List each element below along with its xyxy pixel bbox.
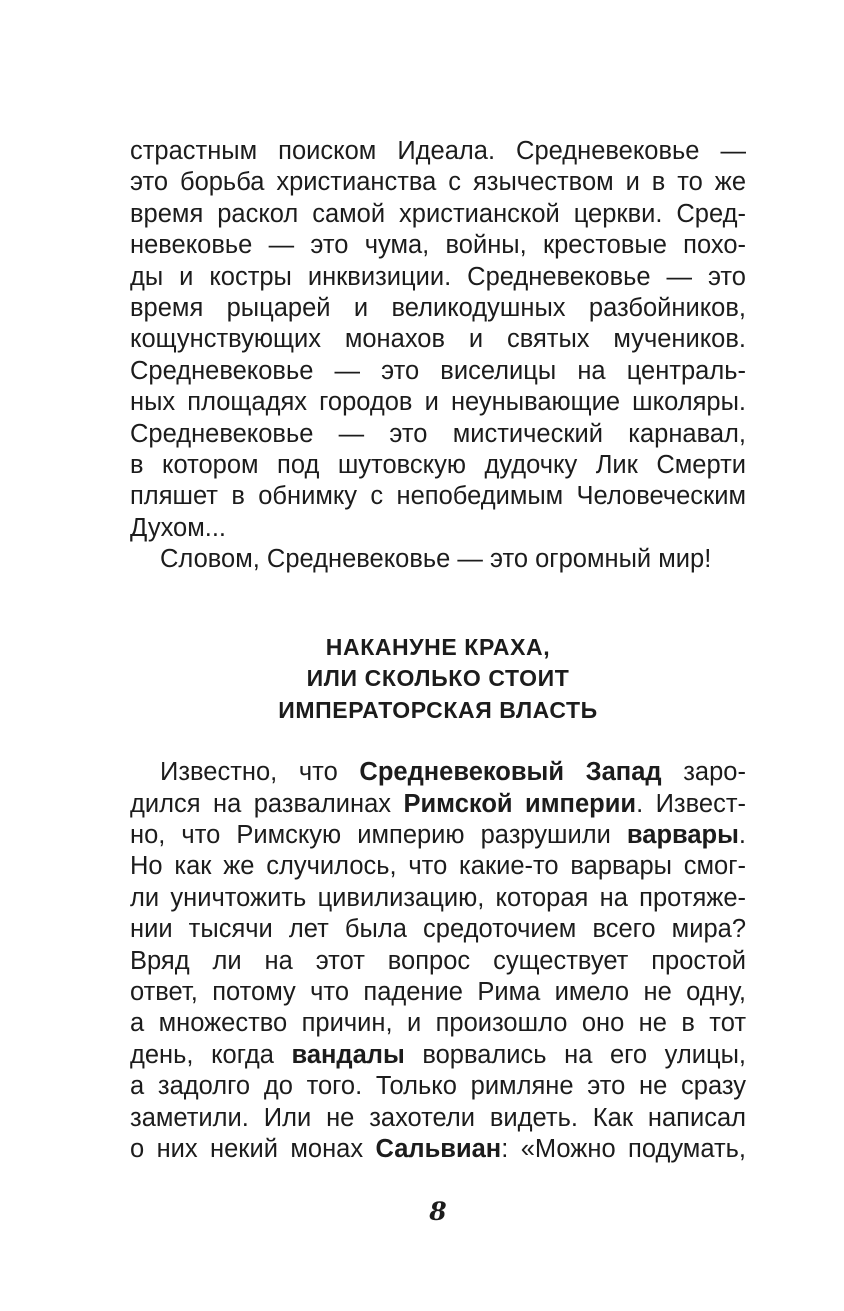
text-line (130, 387, 746, 418)
text-line (130, 757, 746, 788)
text-segment: . (738, 821, 746, 849)
text-line (130, 1040, 746, 1071)
text-line (130, 914, 746, 945)
bold-term: Римской империи (403, 789, 637, 818)
text-segment: Но как же случилось, что какие-то варвары смог- (130, 852, 746, 881)
text-segment: кощунствующих монахов и святых мучеников. (130, 325, 746, 354)
bold-term: Средневековый Запад (359, 758, 662, 787)
text-segment: это борьба христианства с язычеством и в то же (130, 168, 746, 197)
text-line (130, 230, 746, 261)
text-segment: Духом... (130, 513, 227, 542)
text-line (130, 1134, 746, 1165)
text-column (130, 136, 746, 1165)
text-line (130, 481, 746, 512)
text-segment: ли уничтожить цивилизацию, которая на протяже- (130, 883, 746, 912)
text-line (130, 262, 746, 293)
text-segment: Известно, что (160, 758, 360, 787)
text-segment: ворвались на его улицы, (404, 1040, 746, 1069)
bold-term: варвары (626, 821, 739, 849)
text-line (130, 324, 746, 355)
text-line (130, 946, 746, 977)
text-line (130, 1071, 746, 1102)
chapter-heading (130, 632, 746, 727)
paragraph-intro-continued (130, 136, 746, 544)
text-line (130, 977, 746, 1008)
text-segment: ных площадях городов и неунывающие школяры. (130, 388, 746, 417)
text-line (130, 851, 746, 882)
text-segment: страстным поиском Идеала. Средневековье — (130, 137, 746, 165)
text-line (130, 1008, 746, 1039)
text-line (130, 1103, 746, 1134)
page-number: 8 (429, 1197, 447, 1226)
text-segment: ды и костры инквизиции. Средневековье — это (130, 262, 746, 291)
text-line (130, 820, 746, 851)
text-line (130, 789, 746, 820)
text-segment: время рыцарей и великодушных разбойников, (130, 294, 746, 323)
text-segment: в котором под шутовскую дудочку Лик Смерти (130, 451, 746, 480)
chapter-heading-line-3: ИМПЕРАТОРСКАЯ ВЛАСТЬ (278, 696, 598, 723)
text-segment: заметили. Или не захотели видеть. Как написал (130, 1103, 746, 1132)
text-segment: дился на развалинах (130, 789, 404, 818)
chapter-heading-line-2: ИЛИ СКОЛЬКО СТОИТ (306, 665, 570, 692)
text-line (130, 199, 746, 230)
text-segment: ответ, потому что падение Рима имело не одну, (130, 978, 746, 1007)
text-segment: нии тысячи лет была средоточием всего мира? (130, 915, 746, 944)
paragraph-summary (130, 544, 746, 575)
text-segment: день, когда (130, 1040, 292, 1069)
text-segment: время раскол самой христианской церкви. Сред- (130, 199, 746, 228)
text-segment: но, что Римскую империю разрушили (130, 821, 627, 849)
text-segment: : «Можно подумать, (501, 1135, 746, 1164)
text-segment: а множество причин, и произошло оно не в тот (130, 1009, 746, 1038)
text-line (130, 356, 746, 387)
text-segment: заро- (661, 758, 746, 787)
text-line (130, 513, 746, 544)
text-segment: пляшет в обнимку с непобедимым Человеческим (130, 482, 746, 511)
text-line (130, 136, 746, 167)
text-line (130, 544, 746, 575)
text-line (130, 167, 746, 198)
text-segment: Вряд ли на этот вопрос существует простой (130, 946, 746, 975)
text-segment: Средневековье — это виселицы на централь- (130, 356, 746, 385)
text-segment: Средневековье — это мистический карнавал, (130, 419, 746, 448)
text-line (130, 293, 746, 324)
text-segment: а задолго до того. Только римляне это не сразу (130, 1072, 746, 1101)
chapter-heading-line-1: НАКАНУНЕ КРАХА, (325, 633, 551, 660)
paragraph-chapter-opening (130, 757, 746, 1165)
text-segment: . Извест- (636, 789, 746, 818)
bold-term: вандалы (291, 1040, 405, 1069)
text-segment: невековье — это чума, войны, крестовые похо- (130, 231, 746, 260)
text-line (130, 883, 746, 914)
text-line (130, 419, 746, 450)
text-segment: о них некий монах (130, 1135, 376, 1164)
bold-term: Сальвиан (375, 1135, 502, 1164)
text-segment: Словом, Средневековье — это огромный мир! (160, 545, 712, 574)
text-line (130, 450, 746, 481)
